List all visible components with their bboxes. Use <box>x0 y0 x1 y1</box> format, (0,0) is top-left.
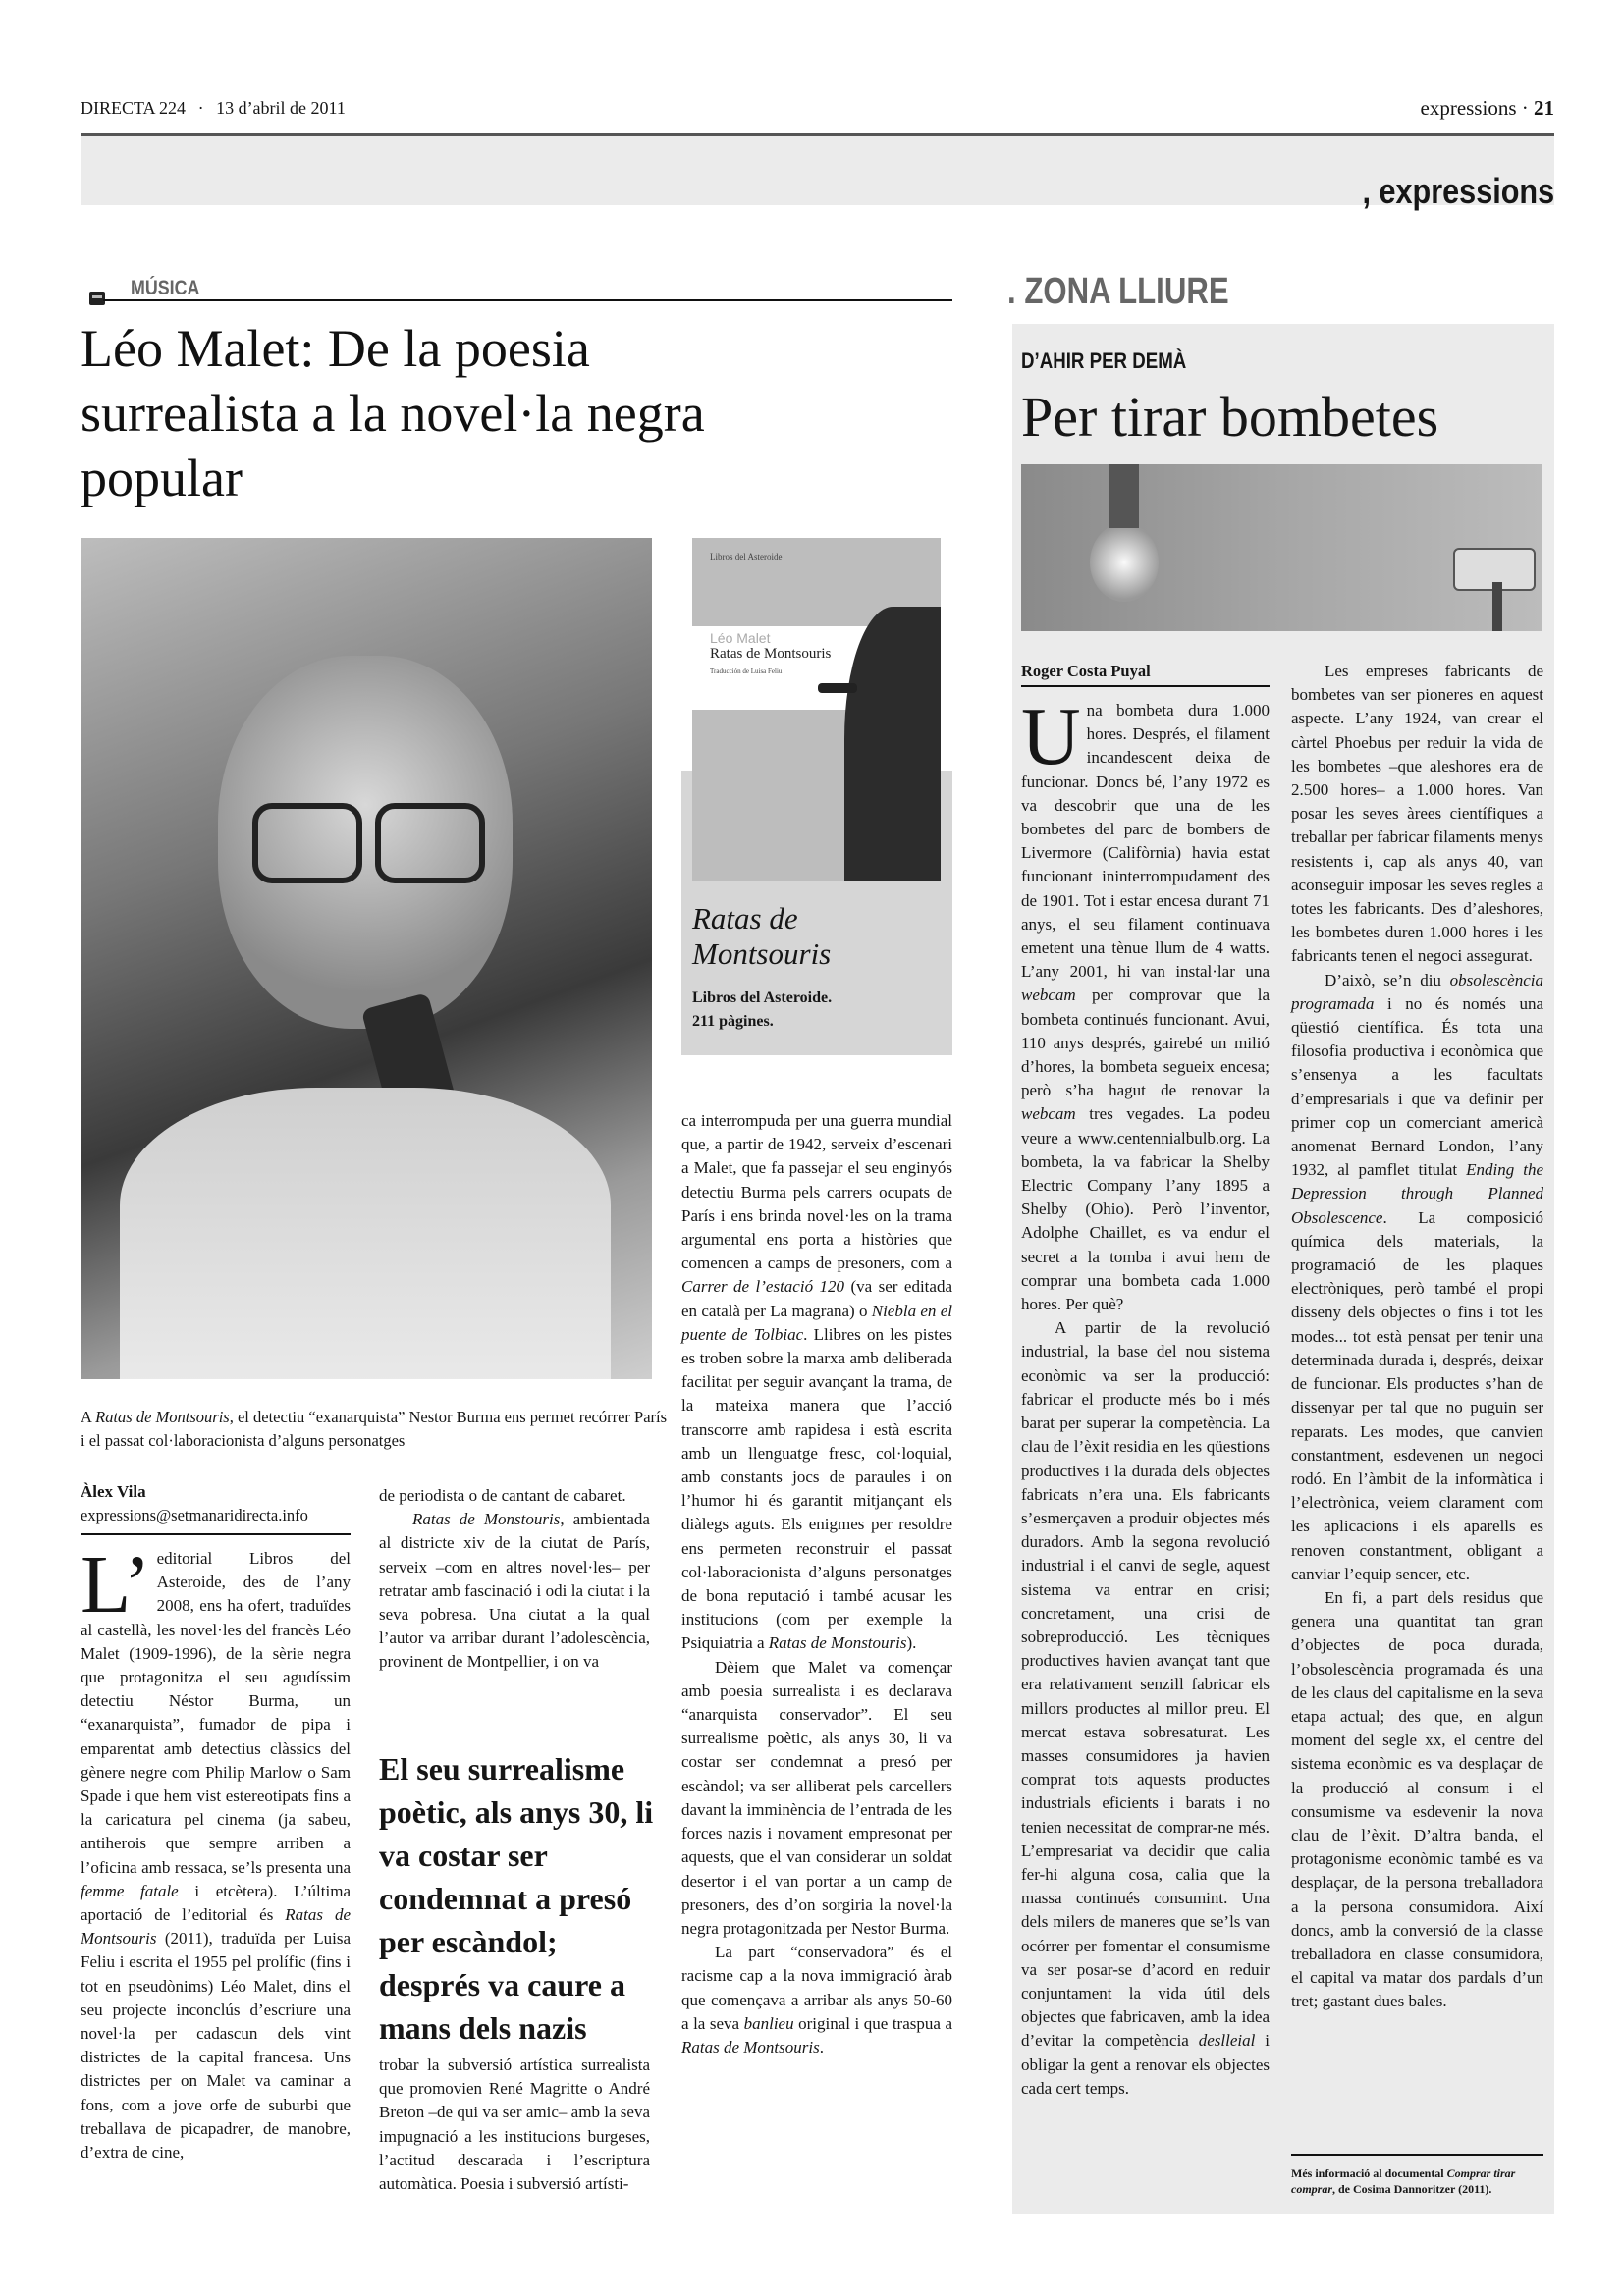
paragraph <box>681 1109 952 1656</box>
book-title: Ratas de Montsouris <box>692 901 832 971</box>
paragraph <box>81 1539 351 2164</box>
text-run: original i que traspua a <box>793 2013 952 2033</box>
lightbulb-icon <box>1090 523 1159 602</box>
opinion-author: Roger Costa Puyal <box>1021 662 1151 680</box>
opinion-title: Per tirar bombetes <box>1021 385 1439 449</box>
text-run: , de Cosima Dannoritzer (2011). <box>1332 2182 1492 2196</box>
text-run: , el detectiu “exanarquista” Nestor Burma ens permet recórrer París i el passat col·laboracionista d’alguns personatges <box>81 1408 668 1450</box>
cover-title: Ratas de Montsouris <box>710 646 832 662</box>
bulb-socket <box>1109 464 1139 528</box>
kicker-rule <box>103 299 952 301</box>
author-name: Àlex Vila <box>81 1482 146 1501</box>
text-run: tres vegades. La podeu veure a www.centennialbulb.org. La bombeta, la va fabricar la Shelby Electric Company l’any 1895 a Shelby (Ohio). Però l’inventor, Adolphe Chaillet, es va endur el secret a la tomba i avui hem de comprar una bombeta cada 1.000 hores. Per què? <box>1021 1104 1270 1314</box>
italic-text: Ratas de Monstouris <box>412 1510 561 1529</box>
text-run: . La composició química dels materials, la programació de les plaques electròniques, però també el propi disseny dels objectes o fins i tot les modes... tot està pensat per tenir una determinada durada i, després, deixar de funcionar. Els productes s’han de dissenyar per tal que no puguin ser reparats. Les modes, que canvien constantment, esdevenen un negoci rodó. En l’àmbit de la informàtica i l’electrònica, veiem clarament com les aplicacions i els aparells es renoven constantment, obligant a canviar l’equip sencer, etc. <box>1291 1207 1543 1583</box>
paragraph <box>1291 969 1543 1586</box>
italic-text: Ending the Depression through Planned Obsolescence <box>1291 1160 1543 1227</box>
book-cover <box>692 538 941 881</box>
text-run: La part “conservadora” és el racisme cap a la nova immigració àrab que començava a arribar als anys 50-60 a la seva <box>681 1943 952 2033</box>
text-run: Les empreses fabricants de bombetes van ser pioneres en aquest aspecte. L’any 1924, van crear el càrtel Phoebus per reduir la vida de les bombetes –que aleshores era de 2.500 hores– a 1.000 hores. Van posar les seves àrees científiques a treballar per fabricar filaments menys resistents i, cap als anys 40, van aconseguir imposar les seves regles a totes les fabricants. Des d’aleshores, les bombetes duren 1.000 hores i les fabricants tenen el negoci assegurat. <box>1291 662 1543 966</box>
italic-text: Niebla en el puente de Tolbiac <box>681 1301 952 1344</box>
text-run: (va ser editada en català per La magrana) o <box>681 1277 952 1320</box>
leo-malet-photo <box>81 538 652 1379</box>
separator-dot: · <box>197 98 204 118</box>
italic-text: obsolescència programada <box>1291 970 1543 1013</box>
cover-translator: Traducción de Luisa Feliu <box>710 667 783 675</box>
pipe-icon <box>818 683 857 693</box>
italic-text: deslleial <box>1198 2031 1256 2051</box>
cover-author: Léo Malet <box>710 630 771 646</box>
text-run: i obligar la gent a renovar els objectes cada cert temps. <box>1021 2031 1270 2098</box>
section-kicker-musica: MÚSICA <box>131 277 200 299</box>
text-run: A <box>81 1408 96 1426</box>
cover-publisher: Libros del Asteroide <box>710 552 783 561</box>
text-run: de periodista o de cantant de cabaret. <box>379 1486 626 1505</box>
italic-text: webcam <box>1021 1104 1076 1124</box>
text-run: A partir de la revolució industrial, la base del nou sistema econòmic va ser la producció: fabricar el producte més bo i més barat per superar la competència. La clau de l’èxit residia en les qüestions productives i la durada dels objectes fabricats n’era una. Els fabricants s’esmerçaven a produir objectes més duradors. Amb la segona revolució industrial i el canvi de segle, aquest sistema va entrar en crisi; concretament, una crisi de sobreproducció. Les tècniques productives havien avançat tant que era relativament senzill fabricar els millors productes al millor preu. El mercat estava sobresaturat. Les masses consumidores ja havien comprat tots aquests productes industrials eficients i barats i no tenien necessitat de comprar-ne més. L’empresariat va decidir que calia fer-hi alguna cosa, calia que la massa continués consumint. Una dels milers de maneres que se’ls van ocórrer per fomentar el consumisme va ser posar-se d’acord en reduir conjuntament la vida útil dels objectes que fabricaven, amb la idea d’evitar la competència <box>1021 1318 1270 2051</box>
opinion-byline-rule <box>1021 685 1270 687</box>
section-band-title: , expressions <box>1362 171 1554 211</box>
italic-text: Ratas de Monstouris <box>768 1633 907 1653</box>
text-run: Dèiem que Malet va començar amb poesia surrealista i es declarava “anarquista conservador”. El seu surrealisme poètic, als anys 30, li va costar ser condemnat a presó per escàndol; va ser alliberat pels carcellers davant la imminència de l’entrada de les forces nazis i novament empresonat per aquests, que el van considerar un soldat desertor i el van portar a un camp de presoners, des d’on sorgiria la novel·la negra protagonitzada per Nestor Burma. <box>681 1657 952 1938</box>
text-run: D’això, se’n diu <box>1325 970 1450 989</box>
opinion-column-1 <box>1021 691 1270 2101</box>
issue-date: 13 d’abril de 2011 <box>216 98 346 118</box>
section-name: expressions <box>1420 96 1517 120</box>
header-band <box>81 136 1554 205</box>
separator-dot: · <box>1521 96 1529 120</box>
text-run: per comprovar que la bombeta continués funcionant. Avui, 110 anys després, gairebé un milió d’hores, la bombeta segueix encesa; però s’ha hagut de renovar la <box>1021 986 1270 1100</box>
text-run: i no és només una qüestió científica. És tota una filosofia productiva i econòmica que s’ensenya a les facultats d’empresarials i que va definir per primer cop un comerciant americà anomenat Bernard London, l’any 1932, al pamflet titulat <box>1291 993 1543 1180</box>
italic-text: banlieu <box>743 2013 794 2033</box>
footnote-rule <box>1291 2154 1543 2156</box>
photo-caption <box>81 1406 670 1453</box>
italic-text: webcam <box>1021 986 1076 1005</box>
paragraph <box>379 1484 650 1508</box>
paragraph <box>1291 660 1543 969</box>
page-header-left <box>81 98 346 119</box>
text-run: En fi, a part dels residus que genera una quantitat tan gran d’objectes de poca durada, l’obsolescència programada és una de les claus del capitalisme en la seva etapa actual; des que, en algun moment del segle xx, el centre del sistema econòmic es va desplaçar de la producció al consum i el consumisme va esdevenir la nova clau de l’èxit. D’altra banda, el protagonisme econòmic també es va desplaçar, de la persona treballadora a la persona consumidora. Així doncs, amb la conversió de la classe treballadora en classe consumidora, el capital va matar dos pardals d’un tret; gastant dues bales. <box>1291 1587 1543 2011</box>
footnote <box>1291 2165 1543 2197</box>
italic-text: femme fatale <box>81 1881 179 1900</box>
publication-name: DIRECTA 224 <box>81 98 187 118</box>
italic-text: Carrer de l’estació 120 <box>681 1277 845 1297</box>
book-publisher: Libros del Asteroide. <box>692 989 833 1006</box>
article-title: Léo Malet: De la poesia surrealista a la novel·la negra popular <box>81 319 705 507</box>
page-number: 21 <box>1534 96 1554 120</box>
italic-text: Ratas de Montsouris <box>95 1408 230 1426</box>
paragraph <box>1021 1316 1270 2101</box>
text-run: (2011), traduïda per Luisa Feliu i escrita el 1955 pel prolífic (fins i tot en pseudònims) Léo Malet, dins el seu projecte inconclús d’escriure una novel·la per cadascun dels vint districtes de la capital francesa. Uns districtes per on Malet va caminar a fons, com a jove orfe de suburbi que treballava de picapadrer, de manobre, d’extra de cine, <box>81 1929 351 2163</box>
italic-text: Ratas de Montsouris <box>681 2037 820 2056</box>
paragraph <box>379 2054 650 2196</box>
text-run: . Llibres on les pistes es troben sobre la marxa amb deliberada facilitat per seguir avançant la trama, de la mateixa manera que l’acció transcorre amb rapidesa i està escrita amb un llenguatge fresc, col·loquial, amb constants jocs de paraules i on l’humor hi és garantit mitjançant els diàlegs aguts. Els enigmes per resoldre ens permeten reconstruir el passat col·laboracionista d’alguns personatges de bona reputació i també acusar les institucions (com per exemple la Psiquiatria a <box>681 1324 953 1653</box>
text-run: ca interrompuda per una guerra mundial que, a partir de 1942, serveix d’escenari a Malet, que fa passejar el seu enginyós detectiu Burma pels carrers ocupats de París i ens brinda novel·les on la trama argumental ens porta a històries que comencen a camps de presoners, com a <box>681 1111 952 1273</box>
drop-cap: L’ <box>81 1539 151 1630</box>
column-kicker: D’AHIR PER DEMÀ <box>1021 348 1187 373</box>
lightbulb-webcam-photo <box>1021 464 1542 631</box>
article-column-2-bottom <box>379 2054 650 2196</box>
paragraph <box>1021 691 1270 1316</box>
article-column-1 <box>81 1539 351 2164</box>
text-run: ). <box>906 1633 917 1653</box>
article-column-3 <box>681 1109 952 2059</box>
text-run: trobar la subversió artística surrealista que promovien René Magritte o André Breton –de qui va ser amic– amb la seva impugnació a les institucions burgeses, l’actitud descarada i l’escriptura automàtica. Poesia i subversió artísti- <box>379 2056 650 2194</box>
byline-rule <box>81 1533 351 1535</box>
article-column-2-top <box>379 1484 650 1675</box>
italic-text: Ratas de Montsouris <box>81 1905 351 1949</box>
author-email[interactable]: expressions@setmanaridirecta.info <box>81 1506 308 1524</box>
paragraph <box>681 1656 952 1941</box>
text-run: i etcètera). L’última aportació de l’editorial és <box>81 1881 351 1925</box>
text-run: . <box>819 2037 824 2056</box>
paragraph <box>379 1508 650 1674</box>
text-run: na bombeta dura 1.000 hores. Després, el filament incandescent deixa de funcionar. Doncs bé, l’any 1972 es va descobrir que una de les bombetes del parc de bombers de Livermore (Califòrnia) havia estat funcionant ininterrompudament des de 1901. Tot i estar encesa durant 71 anys, el seu filament continuava emetent una tènue llum de 4 watts. L’any 2001, hi van instal·lar una <box>1021 701 1270 982</box>
drop-cap: U <box>1021 691 1081 782</box>
section-title-zona-lliure: . ZONA LLIURE <box>1007 271 1229 312</box>
paragraph <box>1291 1586 1543 2014</box>
text-run: , ambientada al districte xiv de la ciutat de París, serveix –com en altres novel·les– per retratar amb fascinació i odi la ciutat i la seva pobresa. Una ciutat a la qual l’autor va arribar durant l’adolescència, provinent de Montpellier, i on va <box>379 1510 650 1672</box>
pull-quote: El seu surrealisme poètic, als anys 30, li va costar ser condemnat a presó per escàndol; després va caure a mans dels nazis <box>379 1751 654 2046</box>
italic-text: Comprar tirar comprar <box>1291 2166 1516 2196</box>
book-pages: 211 pàgines. <box>692 1013 774 1030</box>
music-icon <box>89 292 105 305</box>
cover-detective-illustration <box>844 607 941 881</box>
text-run: Més informació al documental <box>1291 2166 1447 2180</box>
opinion-column-2 <box>1291 660 1543 2014</box>
text-run: editorial Libros del Asteroide, des de l’any 2008, ens ha ofert, traduïdes al castellà, les novel·les del francès Léo Malet (1909-1996), de la sèrie negra que protagonitza el seu agudíssim detectiu Néstor Burma, un “exanarquista”, fumador de pipa i emparentat amb detectius clàssics del gènere negre com Philip Marlow o Sam Spade i que hem vist estereotipats fins a la caricatura pel cinema (ja sabeu, antiherois que sempre arriben a l’oficina amb ressaca, se’ls presenta una <box>81 1549 351 1877</box>
page-header-right <box>1421 96 1555 121</box>
webcam-mount <box>1492 582 1502 631</box>
paragraph <box>681 1941 952 2059</box>
